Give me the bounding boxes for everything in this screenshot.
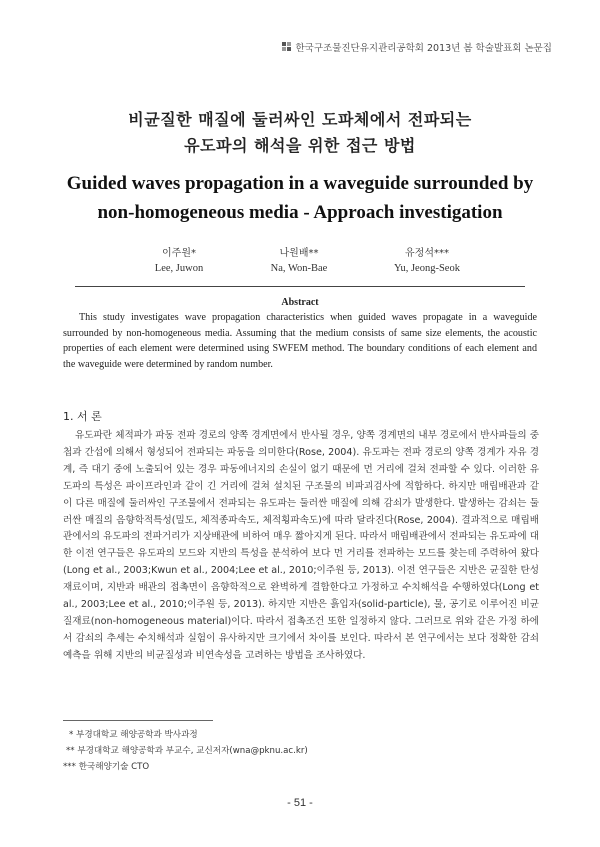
korean-title-line-1: 비균질한 매질에 둘러싸인 도파체에서 전파되는 xyxy=(128,110,472,129)
introduction-paragraph: 유도파란 체적파가 파동 전파 경로의 양쪽 경계면에서 반사될 경우, 양쪽 경계면의 내부 경로에서 반사파들의 중첩과 간섭에 의해서 형성되어 전파되는 파동을 의미한다(Rose, 2004). 유도파는 전파 경로의 양쪽 경계가 자유 경계, 즉 대기 중에 노출되어 있는 경우 파동에너지의 손실이 없기 때문에 먼 거리에 걸쳐 전파할 수 있다. 이러한 유도파의 특성은 파이프라인과 같이 긴 거리에 걸쳐 설치된 구조물의 비파괴검사에 적합하다. 하지만 매립배관과 같이 다른 매질에 둘러싸인 구조물에서 전파되는 유도파는 둘러싼 매질에 의해 감쇠가 발생한다. 발생하는 감쇠는 둘러싼 매질의 음향학적특성(밀도, 체적종파속도, 체적횡파속도)에 따라 달라진다(Rose, 2004). 결과적으로 매립배관에서의 유도파의 전파거리가 지상배관에 비하여 매우 짧아지게 된다. 따라서 매립배관에서 전파되는 유도파에 대한 이전 연구들은 유도파의 모드와 지반의 특성을 분석하여 보다 먼 거리를 전파하는 모드를 찾는데 주력하여 왔다(Long et al., 2003;Kwun et al., 2004;Lee et al., 2010;이주원 등, 2013). 이전 연구들은 지반은 균질한 탄성재료이며, 지반과 배관의 접촉면이 음향학적으로 완벽하게 결합한다고 가정하고 수치해석을 수행하였다(Long et al., 2003;Lee et al., 2010;이주원 등, 2013). 하지만 지반은 흙입자(solid-particle), 물, 공기로 이루어진 비균질재료(non-homogeneous material)이다. 따라서 접촉조건 또한 일정하지 않다. 그러므로 위와 같은 가정 하에서 감쇠의 추세는 수치해석과 실험이 유사하지만 크기에서 차이를 보인다. 따라서 본 연구에서는 보다 정확한 감쇠 예측을 위해 지반의 비균질성과 비연속성을 고려하는 방법을 조사하였다. xyxy=(63,430,539,661)
author-korean-name: 나원배** xyxy=(279,248,319,259)
footnote-3: *** 한국해양기술 CTO xyxy=(63,762,150,772)
society-logo-icon xyxy=(282,42,292,52)
section-heading: 1. 서 론 xyxy=(63,410,102,423)
footnote-2: ** 부경대학교 해양공학과 부교수, 교신저자(wna@pknu.ac.kr) xyxy=(66,746,308,756)
footnote-1: * 부경대학교 해양공학과 박사과정 xyxy=(69,730,198,740)
abstract-text: This study investigates wave propagation characteristics when guided waves propagate in a waveguide surrounded by non-homogeneous media. Assuming that the medium consists of same size elements, the acoustic properties of each element were determined using SWFEM method. The boundary conditions of each element and the waveguide were determined by random number. xyxy=(63,312,537,370)
abstract-heading: Abstract xyxy=(281,297,319,308)
proceedings-title: 한국구조물진단유지관리공학회 2013년 봄 학술발표회 논문집 xyxy=(295,43,552,54)
author-english-name: Lee, Juwon xyxy=(154,263,204,274)
author-korean-name: 이주원* xyxy=(162,248,196,259)
english-title-line-1: Guided waves propagation in a waveguide surrounded by xyxy=(66,173,534,194)
author-3 xyxy=(352,244,502,274)
footnotes xyxy=(63,727,523,775)
author-korean-name: 유정석*** xyxy=(405,248,449,259)
author-list xyxy=(0,244,600,284)
proceedings-header xyxy=(282,40,552,54)
author-english-name: Yu, Jeong-Seok xyxy=(394,263,460,274)
divider-rule xyxy=(75,286,525,287)
korean-title-line-2: 유도파의 해석을 위한 접근 방법 xyxy=(184,136,416,155)
page-number: - 51 - xyxy=(287,797,313,809)
author-english-name: Na, Won-Bae xyxy=(270,263,328,274)
footnote-rule xyxy=(63,720,213,721)
english-title-line-2: non-homogeneous media - Approach investigation xyxy=(97,202,503,223)
